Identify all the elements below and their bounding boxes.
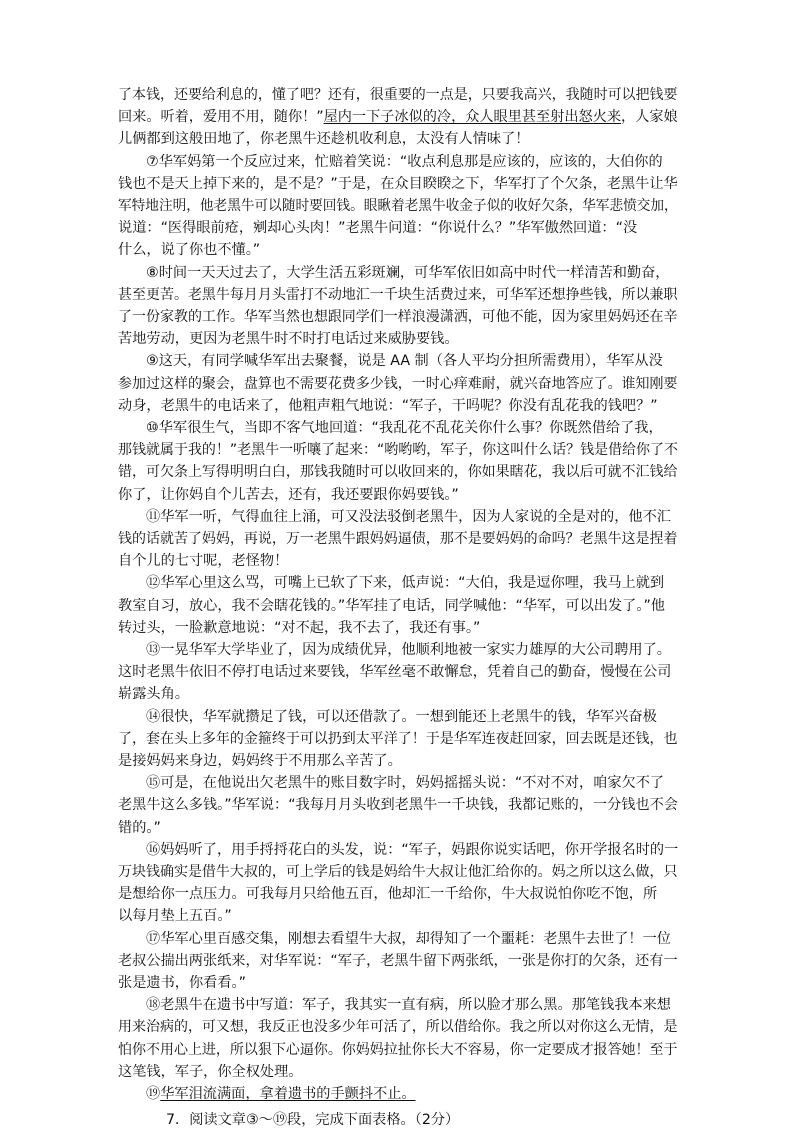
document-line: 参加过这样的聚会，盘算也不需要花费多少钱，一时心痒难耐，就兴奋地答应了。谁知刚要 — [118, 375, 678, 392]
document-line: 动身，老黑牛的电话来了，他粗声粗气地说：“军子，干吗呢？你没有乱花我的钱吧？” — [118, 397, 658, 414]
question-text: 7．阅读文章③～⑲段，完成下面表格。（2分） — [166, 1112, 460, 1129]
document-line: 用来治病的，可又想，我反正也没多少年可活了，所以借给你。我之所以对你这么无情，是 — [118, 1019, 678, 1036]
line-text: ，人家娘 — [621, 109, 678, 126]
document-line: 老黑牛这么多钱。”华军说：“我每月月头收到老黑牛一千块钱，我都记账的，一分钱也不会 — [118, 797, 678, 814]
underlined-text: 屋内一下子冰似的冷，众人眼里甚至射出怒火来 — [323, 109, 622, 126]
document-line — [146, 1083, 416, 1105]
document-line: 怕你不用心上进，所以狠下心逼你。你妈妈拉扯你长大不容易，你一定要成才报答她！至于 — [118, 1041, 678, 1058]
document-line: ⑪华军一听，气得血往上涌，可又没法驳倒老黑牛，因为人家说的全是对的，他不汇 — [146, 508, 671, 525]
document-line: ⑨这天，有同学喊华军出去聚餐，说是 AA 制（各人平均分担所需费用），华军从没 — [146, 353, 663, 370]
document-line: 钱的话就苦了妈妈，再说，万一老黑牛跟妈妈逼债，那不是要妈妈的命吗？老黑牛这是捏着 — [118, 531, 678, 547]
document-line: ⑮可是，在他说出欠老黑牛的账目数字时，妈妈摇摇头说：“不对不对，咱家欠不了 — [146, 775, 665, 792]
document-line: 说道：“医得眼前疮，剜却心头肉！”老黑牛问道：“你说什么？”华军傲然回道：“没 — [118, 220, 638, 237]
document-line: 甚至更苦。老黑牛每月月头雷打不动地汇一千块生活费过来，可华军还想挣些钱，所以兼职 — [118, 286, 678, 303]
document-line: 了，套在头上多年的金箍终于可以扔到太平洋了！于是华军连夜赶回家，回去既是还钱，也 — [118, 730, 678, 747]
document-line: 那钱就属于我的！”老黑牛一听嚷了起来：“哟哟哟，军子，你这叫什么话？钱是借给你了不 — [118, 442, 679, 459]
document-line: 这笔钱，军子，你全权处理。 — [118, 1063, 303, 1080]
underlined-text: 华军泪流满面，拿着遗书的手颤抖不止。 — [160, 1086, 416, 1102]
document-line: ⑰华军心里百感交集，刚想去看望牛大叔，却得知了一个噩耗：老黑牛去世了！一位 — [146, 930, 671, 947]
document-line: 是想给你一点压力。可我每月只给他五百，他却汇一千给你，牛大叔说怕你吃不饱，所 — [118, 886, 658, 903]
document-line: 张是遗书，你看看。” — [118, 975, 246, 991]
document-line: 你了，让你妈自个儿苦去，还有，我还要跟你妈要钱。” — [118, 486, 459, 503]
line-text: ⑲ — [146, 1086, 161, 1102]
document-line: ⑩华军很生气，当即不客气地回道：“我乱花不乱花关你什么事？你既然借给了我， — [146, 420, 663, 436]
document-line: ⑯妈妈听了，用手捋捋花白的头发，说：“军子，妈跟你说实话吧，你开学报名时的一 — [146, 841, 679, 858]
document-line: 教室自习，放心，我不会瞎花钱的。”华军挂了电话，同学喊他：“华军，可以出发了。”他 — [118, 597, 665, 614]
document-line: 自个儿的七寸呢，老怪物！ — [118, 553, 289, 570]
document-line: 错，可欠条上写得明明白白，那钱我随时可以收回来的，你如果瞎花，我以后可就不汇钱给 — [118, 464, 678, 481]
document-line: ⑫华军心里这么骂，可嘴上已软了下来，低声说：“大伯，我是逗你哩，我马上就到 — [146, 575, 665, 592]
document-line: 以每月垫上五百。” — [118, 908, 232, 925]
document-line: ⑦华军妈第一个反应过来，忙赔着笑说：“收点利息那是应该的，应该的，大伯你的 — [146, 153, 663, 170]
document-line: 军特地注明，他老黑牛可以随时要回钱。眼瞅着老黑牛收金子似的收好欠条，华军悲愤交加， — [118, 198, 678, 214]
document-line: 儿俩都到这般田地了，你老黑牛还趁机收利息，太没有人情味了！ — [118, 131, 530, 148]
document-line: 什么，说了你也不懂。” — [118, 242, 261, 259]
document-line: 这时老黑牛依旧不停打电话过来要钱，华军丝毫不敢懈怠，凭着自己的勤奋，慢慢在公司 — [118, 664, 672, 681]
document-line: 了本钱，还要给利息的，懂了吧？还有，很重要的一点是，只要我高兴，我随时可以把钱要 — [118, 87, 678, 103]
document-line: ⑧时间一天天过去了，大学生活五彩斑斓，可华军依旧如高中时代一样清苦和勤奋， — [146, 264, 670, 281]
document-line: 了一份家教的工作。华军当然也想跟同学们一样浪漫潇洒，可他不能，因为家里妈妈还在辛 — [118, 309, 678, 325]
document-line: 错的。” — [118, 819, 161, 836]
document-line: 老叔公揣出两张纸来，对华军说：“军子，老黑牛留下两张纸，一张是你打的欠条，还有一 — [118, 952, 678, 969]
document-line: 转过头，一脸歉意地说：“对不起，我不去了，我还有事。” — [118, 619, 481, 636]
line-text: 回来。听着，爱用不用，随你！” — [118, 109, 324, 126]
document-line: ⑬一晃华军大学毕业了，因为成绩优异，他顺利地被一家实力雄厚的大公司聘用了。 — [146, 642, 671, 658]
document-line: 苦地劳动，更因为老黑牛时不时打电话过来威胁要钱。 — [118, 331, 459, 348]
document-line: 是接妈妈来身边，妈妈终于不用那么辛苦了。 — [118, 753, 402, 769]
document-line: 崭露头角。 — [118, 686, 189, 703]
document-line: 钱也不是天上掉下来的，是不是？”于是，在众目睽睽之下，华军打了个欠条，老黑牛让华 — [118, 175, 678, 192]
document-line — [118, 106, 678, 128]
document-line: ⑱老黑牛在遗书中写道：军子，我其实一直有病，所以脸才那么黑。那笔钱我本来想 — [146, 997, 671, 1014]
document-line: 万块钱确实是借牛大叔的，可上学后的钱是妈给牛大叔让他汇给你的。妈之所以这么做，只 — [118, 864, 678, 880]
document-line: ⑭很快，华军就攒足了钱，可以还借款了。一想到能还上老黑牛的钱，华军兴奋极 — [146, 708, 657, 725]
